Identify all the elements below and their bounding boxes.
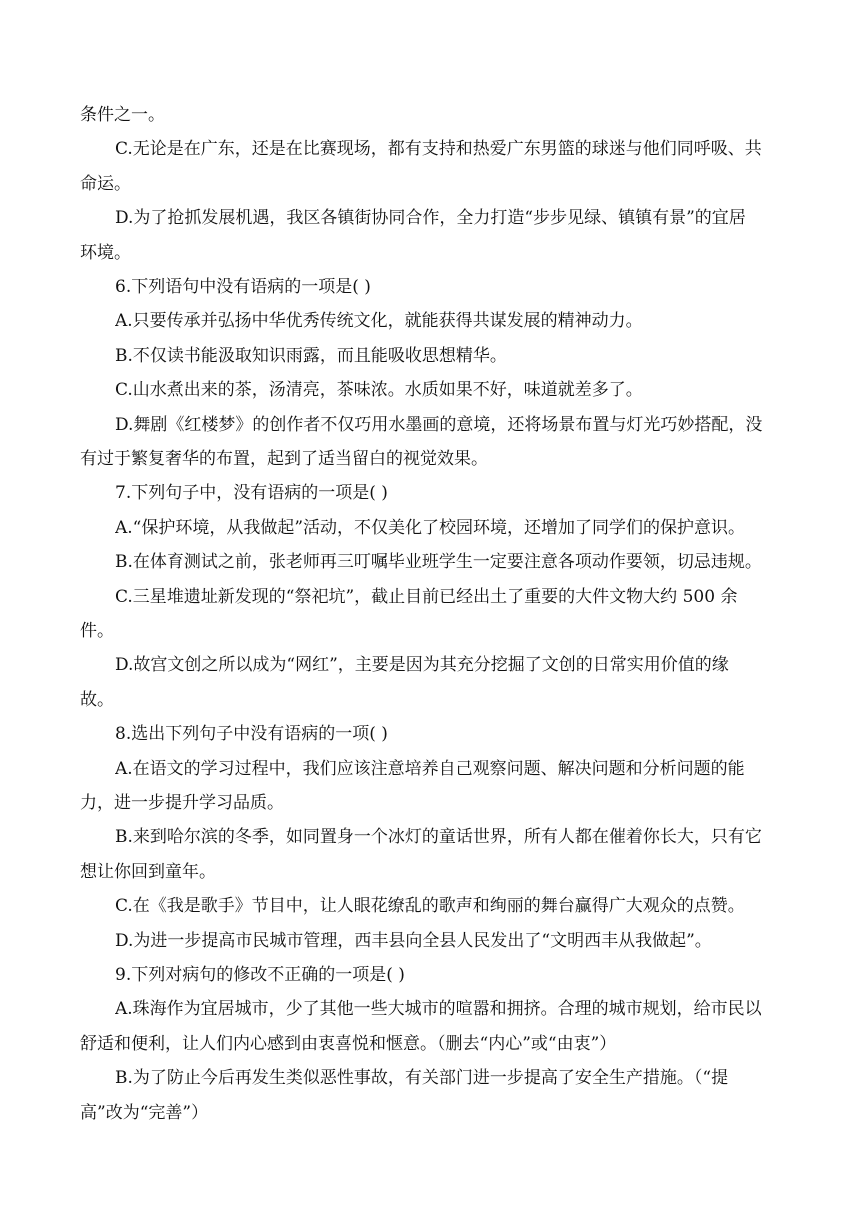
text-line: C.在《我是歌手》节目中，让人眼花缭乱的歌声和绚丽的舞台赢得广大观众的点赞。 [115,896,745,917]
text-line: 7.下列句子中，没有语病的一项是( ) [115,483,388,504]
text-line: B.为了防止今后再发生类似恶性事故，有关部门进一步提高了安全生产措施。（“提 [115,1068,729,1089]
text-line: C.三星堆遗址新发现的“祭祀坑”，截止目前已经出土了重要的大件文物大约 500 余 [115,586,738,607]
text-line: A.珠海作为宜居城市，少了其他一些大城市的喧嚣和拥挤。合理的城市规划，给市民以 [115,999,762,1020]
text-line: D.为进一步提高市民城市管理，西丰县向全县人民发出了“文明西丰从我做起”。 [115,930,712,951]
text-line: D.为了抢抓发展机遇，我区各镇街协同合作，全力打造“步步见绿、镇镇有景”的宜居 [115,208,746,229]
text-line: A.只要传承并弘扬中华优秀传统文化，就能获得共谋发展的精神动力。 [115,311,643,332]
text-line: 9.下列对病句的修改不正确的一项是( ) [115,965,405,985]
text-line: B.不仅读书能汲取知识雨露，而且能吸收思想精华。 [115,345,507,366]
text-line: 想让你回到童年。 [80,861,216,882]
text-line: B.在体育测试之前，张老师再三叮嘱毕业班学生一定要注意各项动作要领，切忌违规。 [115,552,762,573]
text-line: C.山水煮出来的茶，汤清亮，茶味浓。水质如果不好，味道就差多了。 [115,380,643,401]
text-line: D.故宫文创之所以成为“网红”，主要是因为其充分挖掘了文创的日常实用价值的缘 [115,655,729,676]
text-line: 高”改为“完善”） [80,1102,209,1123]
text-line: B.来到哈尔滨的冬季，如同置身一个冰灯的童话世界，所有人都在催着你长大，只有它 [115,827,762,848]
text-line: 8.选出下列句子中没有语病的一项( ) [115,724,388,745]
text-line: 环境。 [80,242,131,263]
text-line: 力，进一步提升学习品质。 [80,793,284,813]
text-line: 条件之一。 [80,105,165,125]
text-line: 舒适和便利，让人们内心感到由衷喜悦和惬意。（删去“内心”或“由衷”） [80,1033,617,1054]
text-line: 故。 [80,689,114,710]
text-line: 6.下列语句中没有语病的一项是( ) [115,277,371,297]
text-line: C.无论是在广东，还是在比赛现场，都有支持和热爱广东男篮的球迷与他们同呼吸、共 [115,139,762,160]
text-line: 件。 [80,621,114,641]
text-line: A.在语文的学习过程中，我们应该注意培养自己观察问题、解决问题和分析问题的能 [115,758,745,779]
text-line: 命运。 [80,173,131,194]
text-line: A.“保护环境，从我做起”活动，不仅美化了校园环境，还增加了同学们的保护意识。 [115,517,746,538]
text-line: 有过于繁复奢华的布置，起到了适当留白的视觉效果。 [80,449,488,469]
text-line: D.舞剧《红楼梦》的创作者不仅巧用水墨画的意境，还将场景布置与灯光巧妙搭配，没 [115,414,763,435]
